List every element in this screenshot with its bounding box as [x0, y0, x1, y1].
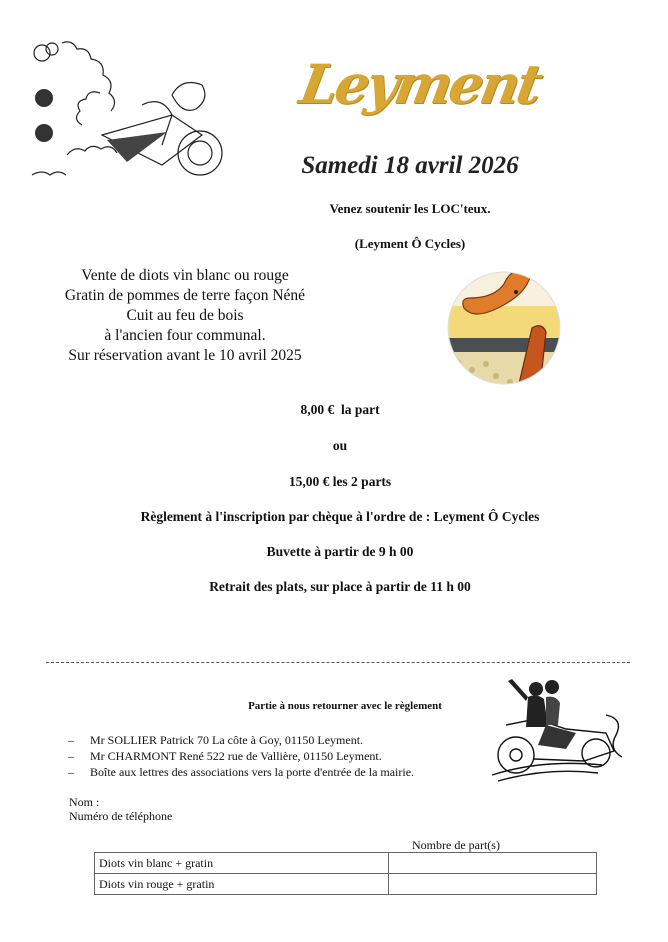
bar-hours: Buvette à partir de 9 h 00 — [266, 544, 414, 559]
menu-line: Gratin de pommes de terre façon Néné — [64, 287, 306, 304]
support-line: Venez soutenir les LOC'teux. — [329, 201, 491, 216]
return-addresses-list — [68, 732, 488, 780]
menu-line: Sur réservation avant le 10 avril 2025 — [68, 347, 302, 364]
cut-line-divider — [46, 662, 630, 663]
bullet-dash: – — [68, 765, 74, 779]
parts-count-field[interactable] — [389, 853, 597, 874]
sidecar-illustration — [486, 675, 626, 785]
event-date: Samedi 18 avril 2026 — [301, 152, 519, 179]
association-name: (Leyment Ô Cycles) — [354, 236, 466, 251]
table-row — [95, 853, 597, 874]
page-title: Leyment — [295, 52, 545, 116]
bullet-dash: – — [68, 749, 74, 763]
parts-count-field[interactable] — [389, 874, 597, 895]
parts-column-header: Nombre de part(s) — [412, 838, 500, 852]
bullet-dash: – — [68, 733, 74, 747]
sausage-cartoon-image — [446, 266, 562, 390]
menu-line: Cuit au feu de bois — [126, 307, 244, 324]
price-or: ou — [332, 438, 348, 453]
table-row — [95, 874, 597, 895]
price-single: 8,00 € la part — [300, 402, 380, 417]
address-text: Mr SOLLIER Patrick 70 La côte à Goy, 01150 Leyment. — [90, 733, 364, 747]
phone-field-label: Numéro de téléphone — [69, 809, 173, 823]
menu-description — [30, 266, 340, 366]
row-label: Diots vin blanc + gratin — [95, 853, 389, 874]
order-table — [94, 852, 597, 895]
motorcycle-rider-illustration — [22, 35, 232, 185]
row-label: Diots vin rouge + gratin — [95, 874, 389, 895]
list-item — [68, 748, 488, 764]
list-item — [68, 764, 488, 780]
pickup-hours: Retrait des plats, sur place à partir de 11 h 00 — [209, 579, 471, 594]
address-text: Mr CHARMONT René 522 rue de Vallière, 01150 Leyment. — [90, 749, 382, 763]
price-double: 15,00 € les 2 parts — [288, 474, 392, 489]
menu-line: Vente de diots vin blanc ou rouge — [81, 267, 289, 284]
return-form-title: Partie à nous retourner avec le règlement — [248, 700, 442, 712]
menu-line: à l'ancien four communal. — [104, 327, 266, 344]
address-text: Boîte aux lettres des associations vers la porte d'entrée de la mairie. — [90, 765, 415, 779]
list-item — [68, 732, 488, 748]
payment-info: Règlement à l'inscription par chèque à l'ordre de : Leyment Ô Cycles — [140, 509, 540, 524]
name-field-label: Nom : — [69, 795, 100, 809]
